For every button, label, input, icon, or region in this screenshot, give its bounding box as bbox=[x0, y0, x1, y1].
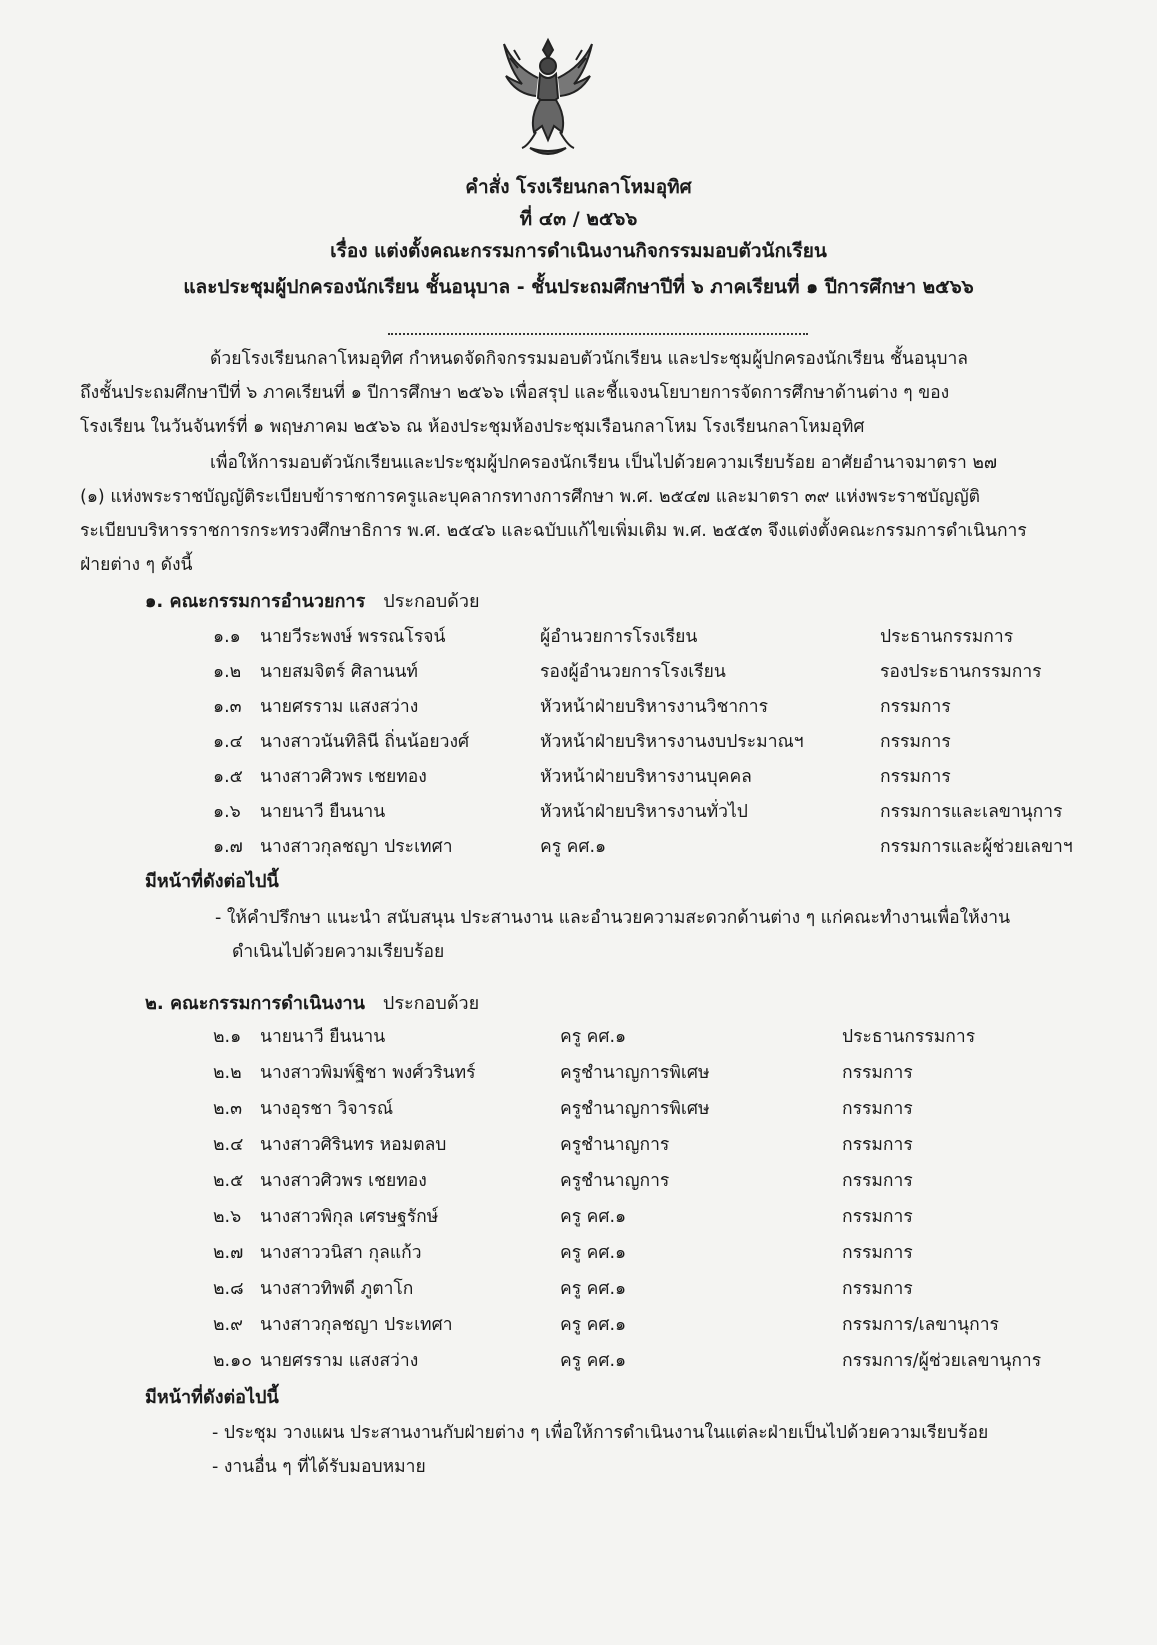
member-role: กรรมการและผู้ช่วยเลขาฯ bbox=[880, 837, 1073, 857]
member-position: ครู คศ.๑ bbox=[560, 1351, 627, 1371]
member-role: กรรมการ bbox=[880, 767, 951, 787]
member-role: ประธานกรรมการ bbox=[842, 1027, 976, 1047]
member-role: รองประธานกรรมการ bbox=[880, 662, 1042, 682]
intro-paragraph-1-line-1: ด้วยโรงเรียนกลาโหมอุทิศ กำหนดจัดกิจกรรมมอบตัวนักเรียน และประชุมผู้ปกครองนักเรียน ชั้นอนุบาล bbox=[210, 349, 969, 369]
committee-2-member-row bbox=[0, 1130, 1157, 1164]
member-name: นางสาววนิสา กุลแก้ว bbox=[260, 1243, 422, 1263]
member-role: กรรมการ bbox=[880, 697, 951, 717]
committee-1-member-row bbox=[0, 692, 1157, 726]
committee-2-subtitle: ประกอบด้วย bbox=[382, 993, 480, 1014]
member-number: ๒.๙ bbox=[213, 1315, 243, 1335]
committee-2-member-row bbox=[0, 1238, 1157, 1272]
order-title: คำสั่ง โรงเรียนกลาโหมอุทิศ bbox=[465, 176, 692, 198]
member-position: ครู คศ.๑ bbox=[560, 1279, 627, 1299]
member-position: ครู คศ.๑ bbox=[540, 837, 607, 857]
member-number: ๒.๕ bbox=[213, 1171, 244, 1191]
member-role: กรรมการ bbox=[842, 1171, 913, 1191]
member-name: นางสาวพิมพ์ฐิชา พงศ์วรินทร์ bbox=[260, 1063, 476, 1083]
member-number: ๑.๒ bbox=[213, 662, 242, 682]
committee-2-member-row bbox=[0, 1094, 1157, 1128]
member-role: กรรมการ bbox=[842, 1279, 913, 1299]
member-name: นางสาวศิรินทร หอมตลบ bbox=[260, 1135, 447, 1155]
member-number: ๒.๘ bbox=[213, 1279, 244, 1299]
committee-1-duty-heading: มีหน้าที่ดังต่อไปนี้ bbox=[145, 871, 279, 892]
member-role: กรรมการ/ผู้ช่วยเลขานุการ bbox=[842, 1351, 1042, 1371]
intro-paragraph-1-line-2: ถึงชั้นประถมศึกษาปีที่ ๖ ภาคเรียนที่ ๑ ปีการศึกษา ๒๕๖๖ เพื่อสรุป และชี้แจงนโยบายการจัดการศึกษาด้านต่าง ๆ ของ bbox=[80, 383, 950, 403]
member-position: ครูชำนาญการพิเศษ bbox=[560, 1099, 710, 1119]
committee-2-title: ๒. คณะกรรมการดำเนินงาน bbox=[145, 993, 365, 1014]
intro-paragraph-2-line-2: (๑) แห่งพระราชบัญญัติระเบียบข้าราชการครูและบุคลากรทางการศึกษา พ.ศ. ๒๕๔๗ และมาตรา ๓๙ แห่งพระราชบัญญัติ bbox=[80, 487, 981, 507]
member-role: กรรมการ/เลขานุการ bbox=[842, 1315, 999, 1335]
committee-2-member-row bbox=[0, 1202, 1157, 1236]
order-number: ที่ ๔๓ / ๒๕๖๖ bbox=[519, 208, 638, 230]
intro-paragraph-2-line-4: ฝ่ายต่าง ๆ ดังนี้ bbox=[80, 555, 193, 575]
member-role: กรรมการ bbox=[842, 1135, 913, 1155]
member-position: ครูชำนาญการพิเศษ bbox=[560, 1063, 710, 1083]
member-number: ๑.๕ bbox=[213, 767, 243, 787]
member-role: กรรมการ bbox=[842, 1063, 913, 1083]
member-number: ๒.๖ bbox=[213, 1207, 242, 1227]
committee-1-duty-line-1: - ให้คำปรึกษา แนะนำ สนับสนุน ประสานงาน และอำนวยความสะดวกด้านต่าง ๆ แก่คณะทำงานเพื่อให้งาน bbox=[215, 908, 1011, 928]
member-name: นางสาวศิวพร เชยทอง bbox=[260, 1171, 427, 1191]
member-number: ๑.๗ bbox=[213, 837, 243, 857]
member-name: นายนาวี ยืนนาน bbox=[260, 1027, 386, 1047]
committee-2-member-row bbox=[0, 1346, 1157, 1380]
committee-1-heading bbox=[145, 586, 480, 615]
member-name: นายศรราม แสงสว่าง bbox=[260, 697, 419, 717]
committee-2-duty-line-1: - ประชุม วางแผน ประสานงานกับฝ่ายต่าง ๆ เพื่อให้การดำเนินงานในแต่ละฝ่ายเป็นไปด้วยความเรียบร้อย bbox=[212, 1423, 989, 1443]
member-role: กรรมการ bbox=[842, 1243, 913, 1263]
member-name: นายสมจิตร์ ศิลานนท์ bbox=[260, 662, 418, 682]
member-name: นางสาวพิกุล เศรษฐรักษ์ bbox=[260, 1207, 439, 1227]
order-subject-line-2: และประชุมผู้ปกครองนักเรียน ชั้นอนุบาล - ชั้นประถมศึกษาปีที่ ๖ ภาคเรียนที่ ๑ ปีการศึกษา ๒๕๖๖ bbox=[183, 276, 974, 298]
member-name: นางสาวกุลชญา ประเทศา bbox=[260, 837, 453, 857]
committee-1-duty-line-2: ดำเนินไปด้วยความเรียบร้อย bbox=[232, 942, 445, 962]
member-position: หัวหน้าฝ่ายบริหารงานทั่วไป bbox=[540, 802, 748, 822]
member-role: กรรมการ bbox=[842, 1099, 913, 1119]
member-position: หัวหน้าฝ่ายบริหารงานงบประมาณฯ bbox=[540, 732, 804, 752]
member-number: ๑.๖ bbox=[213, 802, 241, 822]
member-number: ๒.๗ bbox=[213, 1243, 244, 1263]
member-position: รองผู้อำนวยการโรงเรียน bbox=[540, 662, 726, 682]
member-position: ครู คศ.๑ bbox=[560, 1207, 627, 1227]
committee-2-member-row bbox=[0, 1166, 1157, 1200]
committee-1-member-row bbox=[0, 657, 1157, 691]
member-number: ๑.๔ bbox=[213, 732, 243, 752]
committee-2-heading bbox=[145, 988, 479, 1017]
member-name: นายวีระพงษ์ พรรณโรจน์ bbox=[260, 627, 446, 647]
committee-1-member-row bbox=[0, 622, 1157, 656]
committee-1-title: ๑. คณะกรรมการอำนวยการ bbox=[145, 591, 366, 612]
member-position: ผู้อำนวยการโรงเรียน bbox=[540, 627, 698, 647]
garuda-emblem-icon bbox=[500, 36, 596, 164]
intro-paragraph-2-line-1: เพื่อให้การมอบตัวนักเรียนและประชุมผู้ปกครองนักเรียน เป็นไปด้วยความเรียบร้อย อาศัยอำนาจมาตรา ๒๗ bbox=[210, 453, 998, 473]
member-name: นางสาวทิพดี ภูตาโก bbox=[260, 1279, 414, 1299]
member-name: นางสาวนันทิลินี ถิ่นน้อยวงศ์ bbox=[260, 732, 470, 752]
member-position: หัวหน้าฝ่ายบริหารงานวิชาการ bbox=[540, 697, 768, 717]
member-name: นางสาวกุลชญา ประเทศา bbox=[260, 1315, 453, 1335]
member-role: กรรมการ bbox=[880, 732, 951, 752]
member-number: ๒.๔ bbox=[213, 1135, 244, 1155]
committee-2-member-row bbox=[0, 1274, 1157, 1308]
member-number: ๒.๓ bbox=[213, 1099, 243, 1119]
member-number: ๒.๑ bbox=[213, 1027, 242, 1047]
member-role: ประธานกรรมการ bbox=[880, 627, 1014, 647]
committee-2-duty-heading: มีหน้าที่ดังต่อไปนี้ bbox=[145, 1387, 279, 1408]
member-name: นางสาวศิวพร เชยทอง bbox=[260, 767, 427, 787]
member-position: ครูชำนาญการ bbox=[560, 1171, 670, 1191]
member-number: ๒.๒ bbox=[213, 1063, 242, 1083]
intro-paragraph-1-line-3: โรงเรียน ในวันจันทร์ที่ ๑ พฤษภาคม ๒๕๖๖ ณ ห้องประชุมห้องประชุมเรือนกลาโหม โรงเรียนกลาโหมอุทิศ bbox=[80, 417, 865, 437]
member-number: ๑.๑ bbox=[213, 627, 241, 647]
committee-2-member-row bbox=[0, 1058, 1157, 1092]
divider-dots bbox=[388, 333, 808, 335]
committee-1-subtitle: ประกอบด้วย bbox=[383, 591, 480, 612]
member-position: ครู คศ.๑ bbox=[560, 1027, 627, 1047]
intro-paragraph-2-line-3: ระเบียบบริหารราชการกระทรวงศึกษาธิการ พ.ศ. ๒๕๔๖ และฉบับแก้ไขเพิ่มเติม พ.ศ. ๒๕๕๓ จึงแต่งตั้งคณะกรรมการดำเนินการ bbox=[80, 521, 1027, 541]
member-number: ๑.๓ bbox=[213, 697, 242, 717]
member-position: หัวหน้าฝ่ายบริหารงานบุคคล bbox=[540, 767, 752, 787]
committee-2-member-row bbox=[0, 1022, 1157, 1056]
committee-1-member-row bbox=[0, 762, 1157, 796]
committee-2-member-row bbox=[0, 1310, 1157, 1344]
member-name: นางอุรชา วิจารณ์ bbox=[260, 1099, 394, 1119]
member-role: กรรมการและเลขานุการ bbox=[880, 802, 1063, 822]
member-position: ครู คศ.๑ bbox=[560, 1315, 627, 1335]
member-name: นายนาวี ยืนนาน bbox=[260, 802, 386, 822]
member-position: ครู คศ.๑ bbox=[560, 1243, 627, 1263]
order-subject-line-1: เรื่อง แต่งตั้งคณะกรรมการดำเนินงานกิจกรรมมอบตัวนักเรียน bbox=[330, 240, 827, 262]
committee-1-member-row bbox=[0, 797, 1157, 831]
member-number: ๒.๑๐ bbox=[213, 1351, 252, 1371]
committee-1-member-row bbox=[0, 832, 1157, 866]
member-position: ครูชำนาญการ bbox=[560, 1135, 670, 1155]
committee-2-duty-line-2: - งานอื่น ๆ ที่ได้รับมอบหมาย bbox=[212, 1457, 426, 1477]
member-name: นายศรราม แสงสว่าง bbox=[260, 1351, 419, 1371]
member-role: กรรมการ bbox=[842, 1207, 913, 1227]
committee-1-member-row bbox=[0, 727, 1157, 761]
